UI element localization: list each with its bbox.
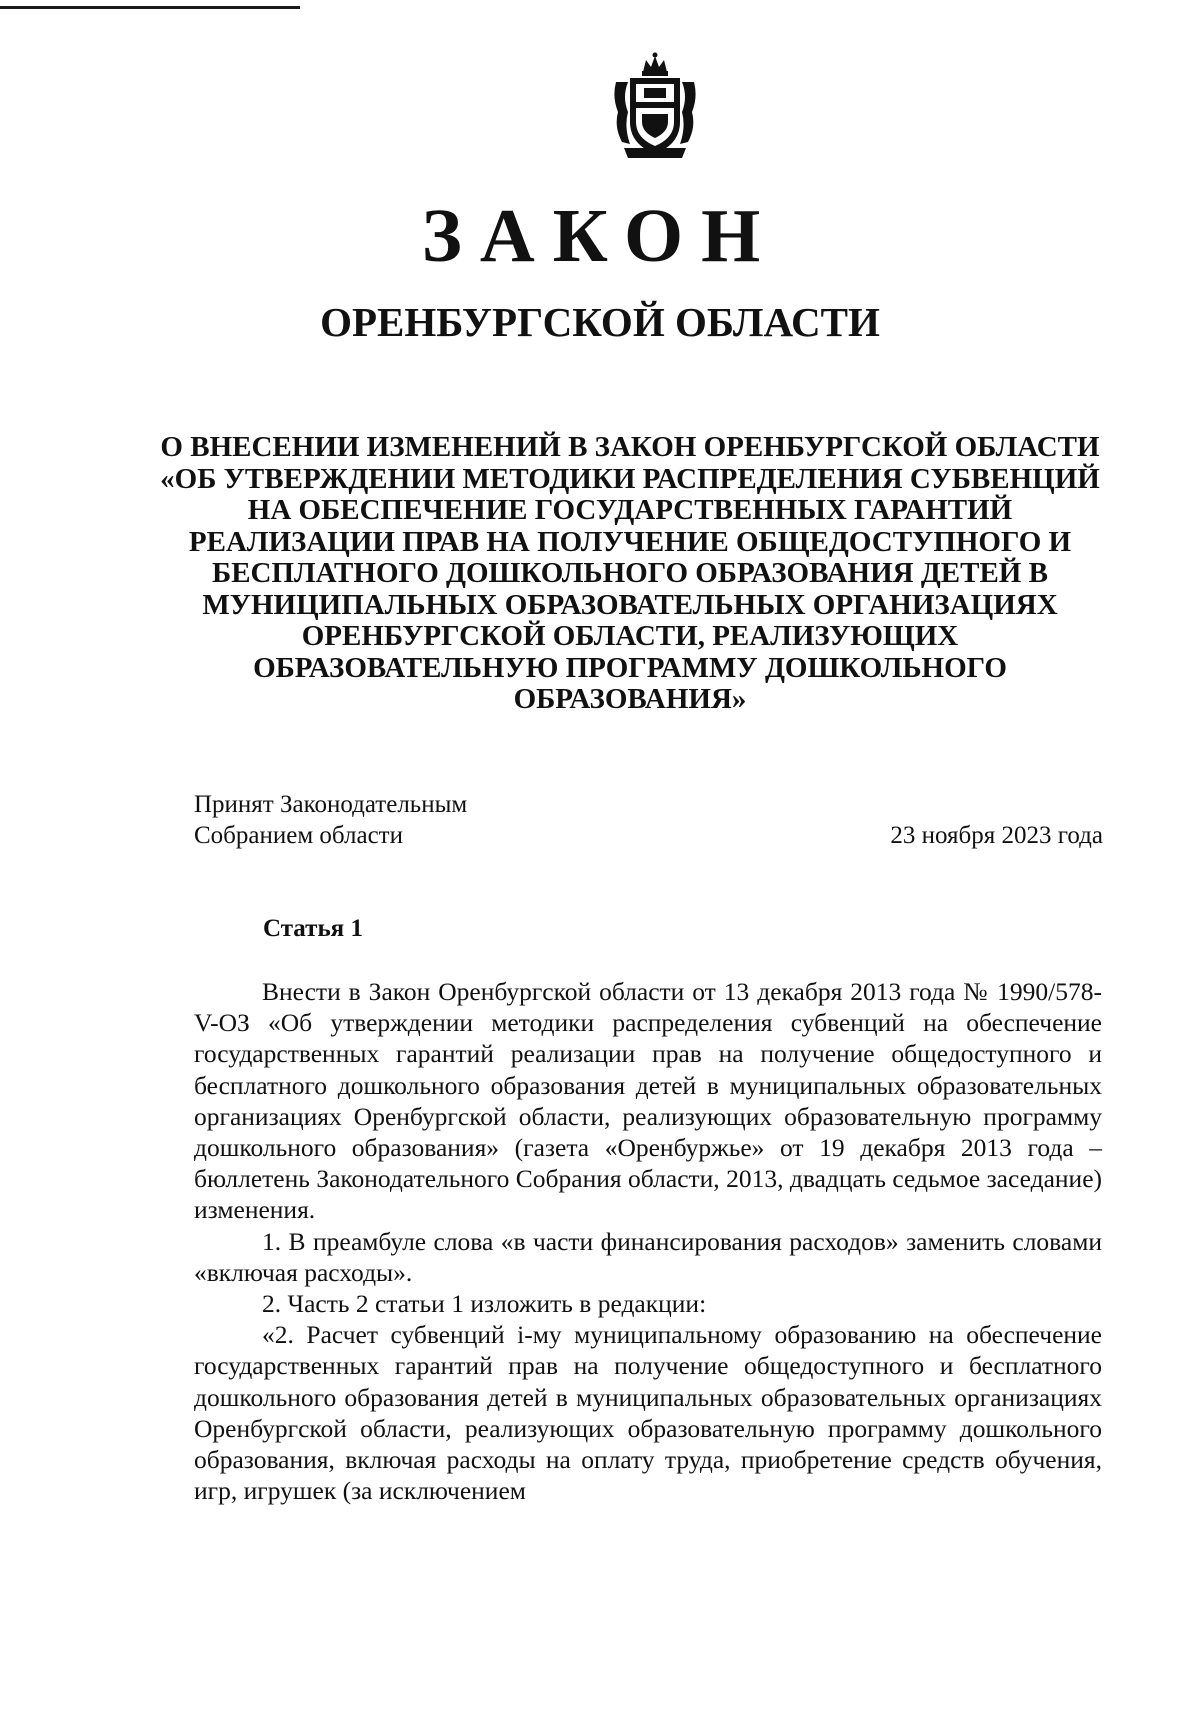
law-title-line: О ВНЕСЕНИИ ИЗМЕНЕНИЙ В ЗАКОН ОРЕНБУРГСКОЙ ОБЛАСТИ: [160, 431, 1100, 463]
article-heading: Статья 1: [263, 915, 363, 942]
scan-edge-line: [0, 6, 300, 9]
adoption-line: Принят Законодательным: [194, 791, 468, 818]
article-paragraph: Внести в Закон Оренбургской области от 13 декабря 2013 года № 1990/578-V-ОЗ «Об утверждении методики распределения субвенций на обеспечение государственных гарантий реализации прав на получение общедоступного и бесплатного дошкольного образования детей в муниципальных образовательных организациях Оренбургской области, реализующих образовательную программу дошкольного образования» (газета «Оренбуржье» от 19 декабря 2013 года – бюллетень Законодательного Собрания области, 2013, двадцать седьмое заседание) изменения.: [194, 977, 1102, 1225]
law-title-line: НА ОБЕСПЕЧЕНИЕ ГОСУДАРСТВЕННЫХ ГАРАНТИЙ: [247, 494, 1013, 526]
adoption-line: Собранием области: [194, 822, 403, 849]
region-name: ОРЕНБУРГСКОЙ ОБЛАСТИ: [320, 299, 880, 345]
article-paragraph: 2. Часть 2 статьи 1 изложить в редакции:: [262, 1289, 707, 1319]
article-paragraph: 1. В преамбуле слова «в части финансирования расходов» заменить словами «включая расходы».: [194, 1226, 1102, 1287]
law-title-line: ОБРАЗОВАНИЯ»: [513, 683, 747, 715]
law-title-line: РЕАЛИЗАЦИИ ПРАВ НА ПОЛУЧЕНИЕ ОБЩЕДОСТУПНОГО И: [188, 525, 1072, 558]
document-type: ЗАКОН: [421, 194, 779, 278]
law-title-line: «ОБ УТВЕРЖДЕНИИ МЕТОДИКИ РАСПРЕДЕЛЕНИЯ СУБВЕНЦИЙ: [160, 462, 1100, 495]
coat-of-arms-icon: [608, 52, 702, 160]
law-title-line: БЕСПЛАТНОГО ДОШКОЛЬНОГО ОБРАЗОВАНИЯ ДЕТЕЙ В: [212, 557, 1048, 589]
law-title-line: МУНИЦИПАЛЬНЫХ ОБРАЗОВАТЕЛЬНЫХ ОРГАНИЗАЦИЯХ: [202, 588, 1058, 621]
adoption-statement: [194, 789, 467, 851]
law-title-line: ОБРАЗОВАТЕЛЬНУЮ ПРОГРАММУ ДОШКОЛЬНОГО: [253, 651, 1007, 684]
law-title: [150, 432, 1110, 716]
article-paragraph: «2. Расчет субвенций i-му муниципальному образованию на обеспечение государственных гарантий прав на получение общедоступного и бесплатного дошкольного образования детей в муниципальных образовательных организациях Оренбургской области, реализующих образовательную программу дошкольного образования, включая расходы на оплату труда, приобретение средств обучения, игр, игрушек (за исключением: [194, 1320, 1102, 1506]
article-body: [194, 976, 1102, 1506]
adoption-date: 23 ноября 2023 года: [890, 822, 1103, 849]
law-title-line: ОРЕНБУРГСКОЙ ОБЛАСТИ, РЕАЛИЗУЮЩИХ: [301, 620, 959, 652]
